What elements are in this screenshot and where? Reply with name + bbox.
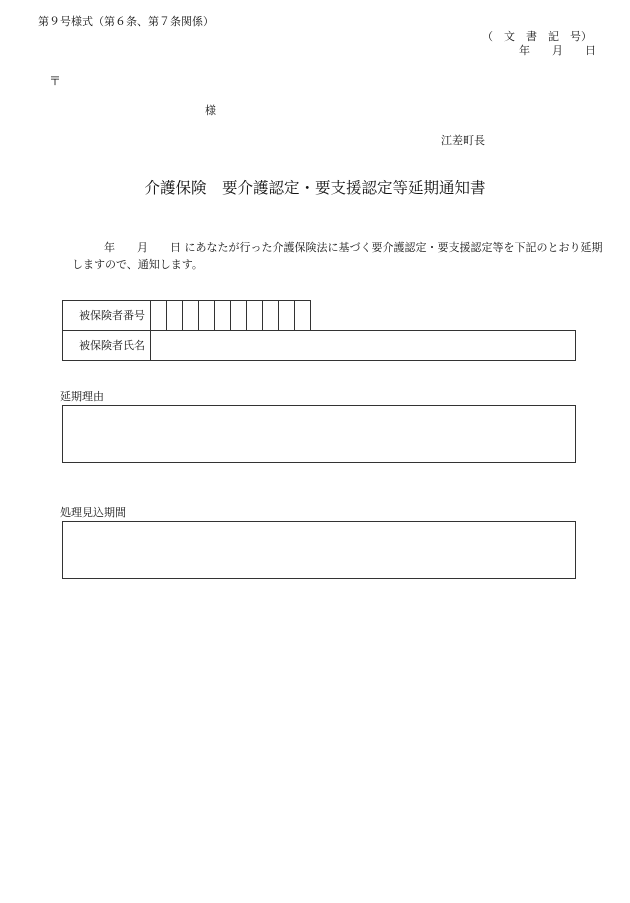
insured-number-digit-cell bbox=[246, 300, 263, 331]
insured-name-label: 被保険者氏名 bbox=[62, 330, 151, 361]
insured-number-digit-cell bbox=[166, 300, 183, 331]
postal-mark-icon: 〒 bbox=[49, 74, 62, 88]
document-title: 介護保険 要介護認定・要支援認定等延期通知書 bbox=[144, 179, 486, 197]
insured-number-digit-cell bbox=[294, 300, 311, 331]
insured-number-digit-cell bbox=[230, 300, 247, 331]
insured-number-digit-cell bbox=[262, 300, 279, 331]
insured-name-value-cell bbox=[150, 330, 576, 361]
insured-number-digit-cell bbox=[278, 300, 295, 331]
postponement-reason-box bbox=[62, 405, 576, 463]
insured-number-digit-cell bbox=[182, 300, 199, 331]
insured-number-label: 被保険者番号 bbox=[62, 300, 151, 331]
form-number: 第９号様式（第６条、第７条関係） bbox=[38, 15, 214, 28]
postponement-reason-label: 延期理由 bbox=[60, 390, 104, 403]
body-text-line-2: しますので、通知します。 bbox=[72, 258, 203, 271]
recipient-suffix: 様 bbox=[205, 104, 216, 117]
document-code: （ 文 書 記 号） bbox=[482, 30, 592, 43]
body-text-line-1: 年 月 日 にあなたが行った介護保険法に基づく要介護認定・要支援認定等を下記のとおり延期 bbox=[104, 241, 603, 254]
insured-number-digit-cell bbox=[198, 300, 215, 331]
sender-name: 江差町長 bbox=[441, 134, 485, 147]
expected-processing-period-label: 処理見込期間 bbox=[60, 506, 126, 519]
issue-date: 年 月 日 bbox=[519, 44, 596, 57]
expected-processing-period-box bbox=[62, 521, 576, 579]
insured-number-digit-cell bbox=[150, 300, 167, 331]
insured-number-digit-cell bbox=[214, 300, 231, 331]
